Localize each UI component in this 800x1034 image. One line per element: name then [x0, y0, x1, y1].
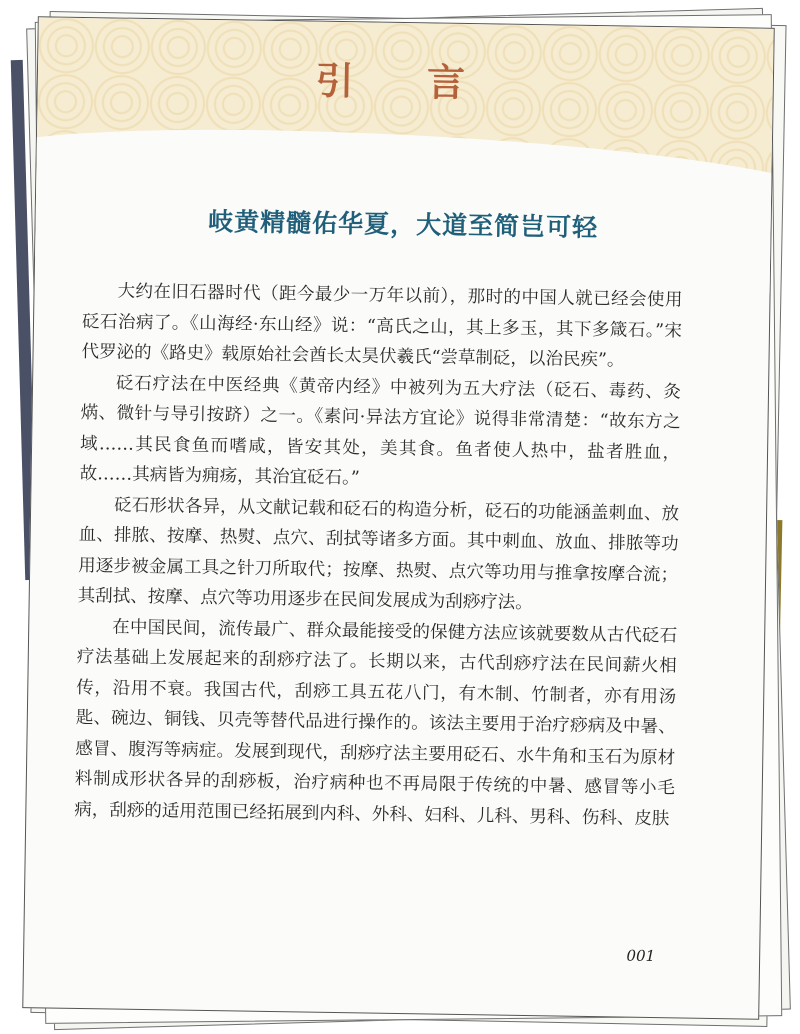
paragraph: 砭石疗法在中医经典《黄帝内经》中被列为五大疗法（砭石、毒药、灸焫、微针与导引按跻）之一。《素问·异法方宜论》说得非常清楚：“故东方之域……其民食鱼而嗜咸，皆安其处，美其食。鱼者使人热中，盐者胜血，故……其病皆为痈疡，其治宜砭石。” [79, 373, 682, 489]
paragraph: 砭石形状各异，从文献记载和砭石的构造分析，砭石的功能涵盖刺血、放血、排脓、按摩、热熨、点穴、刮拭等诸多方面。其中刺血、放血、排脓等功用逐步被金属工具之针刀所取代；按摩、热熨、点穴等功用与推拿按摩合流；其刮拭、按摩、点穴等功用逐步在民间发展成为刮痧疗法。 [77, 495, 680, 614]
page-number: 001 [626, 946, 656, 966]
body-text [74, 276, 683, 834]
paragraph: 在中国民间，流传最广、群众最能接受的保健方法应该就要数从古代砭石疗法基础上发展起来的刮痧疗法了。长期以来，古代刮痧疗法在民间薪火相传，沿用不衰。我国古代，刮痧工具五花八门，有木制、竹制者，亦有用汤匙、碗边、铜钱、贝壳等替代品进行操作的。该法主要用于治疗痧病及中暑、感冒、腹泻等病症。发展到现代，刮痧疗法主要用砭石、水牛角和玉石为原材料制成形状各异的刮痧板，治疗病种也不再局限于传统的中暑、感冒等小毛病，刮痧的适用范围已经拓展到内科、外科、妇科、儿科、男科、伤科、皮肤 [74, 617, 678, 829]
section-heading: 岐黄精髓佑华夏，大道至简岂可轻 [207, 206, 599, 243]
book-page [22, 16, 774, 1019]
chapter-title: 引 言 [315, 57, 496, 106]
paragraph: 大约在旧石器时代（距今最少一万年以前），那时的中国人就已经会使用砭石治病了。《山海经·东山经》说：“高氏之山，其上多玉，其下多箴石。”宋代罗泌的《路史》载原始社会酋长太昊伏羲氏“尝草制砭，以治民疾”。 [81, 281, 683, 371]
